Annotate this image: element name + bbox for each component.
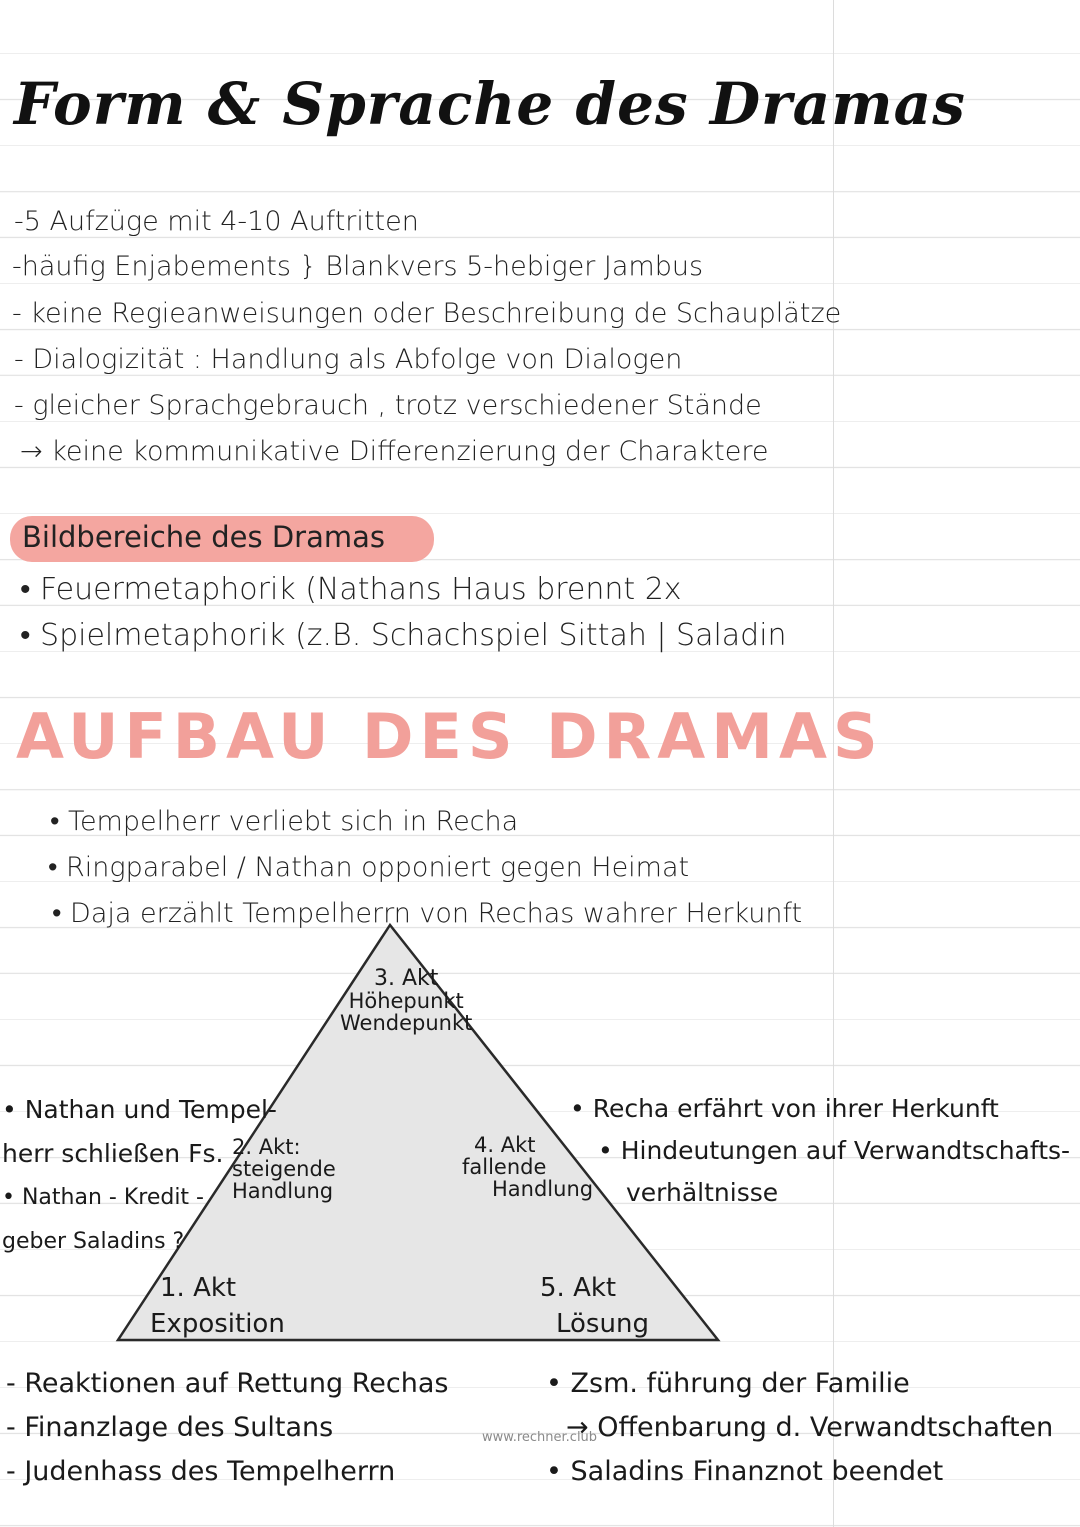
aufbau-note-1: • Tempelherr verliebt sich in Recha xyxy=(50,806,519,837)
bildbereich-item-2: • Spielmetaphorik (z.B. Schachspiel Sittah | Saladin xyxy=(20,618,787,653)
form-line-5: - gleicher Sprachgebrauch , trotz verschiedener Stände xyxy=(14,390,762,421)
form-line-4: - Dialogizität : Handlung als Abfolge von Dialogen xyxy=(14,344,683,375)
bottom-right-note-3: • Saladins Finanznot beendet xyxy=(546,1456,944,1487)
bottom-right-note-2: → Offenbarung d. Verwandtschaften xyxy=(566,1412,1054,1443)
akt1-label xyxy=(150,1270,285,1342)
left-note-1: • Nathan und Tempel- xyxy=(2,1095,277,1124)
aufbau-heading: AUFBAU DES DRAMAS xyxy=(16,700,884,773)
right-note-1: • Recha erfährt von ihrer Herkunft xyxy=(570,1094,999,1123)
left-note-3: • Nathan - Kredit - xyxy=(2,1185,204,1210)
watermark: www.rechner.club xyxy=(482,1430,598,1445)
bottom-right-notes xyxy=(546,1362,1053,1494)
bottom-right-note-1: • Zsm. führung der Familie xyxy=(546,1368,910,1399)
akt1-line2: Exposition xyxy=(150,1309,285,1339)
akt4-line2: fallende xyxy=(462,1155,547,1179)
akt2-title: 2. Akt: xyxy=(232,1135,301,1159)
akt5-label xyxy=(540,1270,649,1342)
bottom-left-note-1: - Reaktionen auf Rettung Rechas xyxy=(6,1368,449,1399)
form-line-1: -5 Aufzüge mit 4-10 Auftritten xyxy=(14,206,419,237)
akt5-line2: Lösung xyxy=(556,1309,649,1339)
bottom-left-notes xyxy=(6,1362,448,1494)
akt3-line3: Wendepunkt xyxy=(340,1011,473,1035)
form-line-3: - keine Regieanweisungen oder Beschreibung de Schauplätze xyxy=(12,298,842,329)
aufbau-note-3: • Daja erzählt Tempelherrn von Rechas wahrer Herkunft xyxy=(52,898,803,929)
left-note-4: geber Saladins ? xyxy=(2,1229,185,1254)
bottom-left-note-3: - Judenhass des Tempelherrn xyxy=(6,1456,396,1487)
akt1-title: 1. Akt xyxy=(160,1273,237,1303)
right-note-3: verhältnisse xyxy=(626,1178,779,1207)
left-notes xyxy=(2,1088,277,1264)
akt2-line2: steigende xyxy=(232,1157,336,1181)
aufbau-note-2: • Ringparabel / Nathan opponiert gegen Heimat xyxy=(48,852,690,883)
right-notes xyxy=(570,1088,1070,1214)
form-line-2: -häufig Enjabements } Blankvers 5-hebiger Jambus xyxy=(12,251,704,282)
akt3-label xyxy=(340,968,472,1034)
left-note-2: herr schließen Fs. xyxy=(2,1139,224,1168)
akt4-line3: Handlung xyxy=(492,1177,594,1201)
akt3-line2: Höhepunkt xyxy=(348,989,464,1013)
akt2-line3: Handlung xyxy=(232,1179,334,1203)
akt3-title: 3. Akt xyxy=(373,966,439,991)
bildbereiche-heading-text: Bildbereiche des Dramas xyxy=(22,520,385,554)
akt4-title: 4. Akt xyxy=(474,1133,536,1157)
right-note-2: • Hindeutungen auf Verwandtschafts- xyxy=(598,1136,1071,1165)
form-line-6: → keine kommunikative Differenzierung der Charaktere xyxy=(20,436,769,467)
bottom-left-note-2: - Finanzlage des Sultans xyxy=(6,1412,334,1443)
page-title: Form & Sprache des Dramas xyxy=(14,70,966,138)
akt5-title: 5. Akt xyxy=(540,1273,617,1303)
bildbereich-item-1: • Feuermetaphorik (Nathans Haus brennt 2x xyxy=(20,572,682,607)
